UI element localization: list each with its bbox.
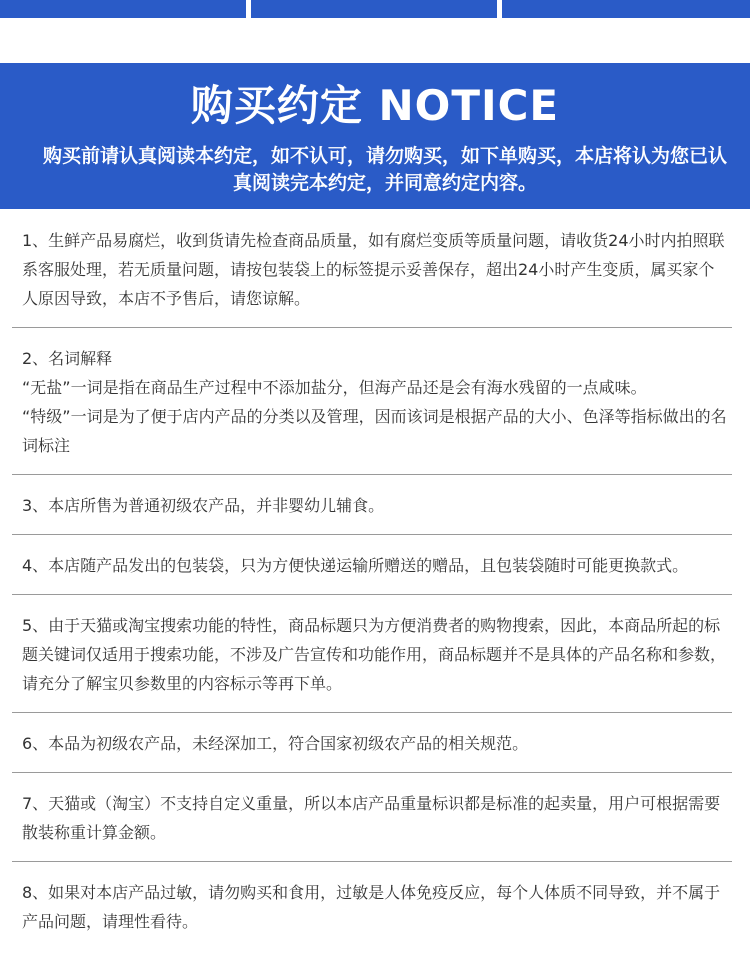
notice-item-5 bbox=[12, 595, 732, 713]
notice-text: “无盐”一词是指在商品生产过程中不添加盐分，但海产品还是会有海水残留的一点咸味。 bbox=[22, 378, 647, 397]
notice-text: 7、天猫或（淘宝）不支持自定义重量，所以本店产品重量标识都是标准的起卖量，用户可根据需要散装称重计算金额。 bbox=[22, 794, 721, 842]
notice-text: 5、由于天猫或淘宝搜索功能的特性，商品标题只为方便消费者的购物搜索，因此，本商品所起的标题关键词仅适用于搜索功能，不涉及广告宣传和功能作用，商品标题并不是具体的产品名称和参数，请充分了解宝贝参数里的内容标示等再下单。 bbox=[22, 616, 727, 693]
notice-text: “特级”一词是为了便于店内产品的分类以及管理，因而该词是根据产品的大小、色泽等指标做出的名词标注 bbox=[22, 407, 727, 455]
notice-banner bbox=[0, 63, 750, 209]
notice-item-4 bbox=[12, 535, 732, 595]
notice-item-1 bbox=[12, 210, 732, 328]
banner-title: 购买约定 NOTICE bbox=[190, 81, 560, 130]
top-tab-3[interactable] bbox=[502, 0, 750, 18]
notice-text: 6、本品为初级农产品，未经深加工，符合国家初级农产品的相关规范。 bbox=[22, 734, 529, 753]
notice-item-8 bbox=[12, 862, 732, 950]
notice-heading: 2、名词解释 bbox=[22, 349, 113, 368]
top-tab-bar bbox=[0, 0, 750, 22]
notice-text: 8、如果对本店产品过敏，请勿购买和食用，过敏是人体免疫反应，每个人体质不同导致，并不属于产品问题，请理性看待。 bbox=[22, 883, 721, 931]
notice-list bbox=[0, 210, 750, 950]
banner-subtitle: 购买前请认真阅读本约定，如不认可，请勿购买，如下单购买，本店将认为您已认真阅读完本约定，并同意约定内容。 bbox=[42, 145, 727, 194]
notice-text: 4、本店随产品发出的包装袋，只为方便快递运输所赠送的赠品，且包装袋随时可能更换款式。 bbox=[22, 556, 689, 575]
notice-item-7 bbox=[12, 773, 732, 862]
top-tab-1[interactable] bbox=[0, 0, 246, 18]
top-tab-2[interactable] bbox=[251, 0, 497, 18]
notice-item-3 bbox=[12, 475, 732, 535]
notice-text: 3、本店所售为普通初级农产品，并非婴幼儿辅食。 bbox=[22, 496, 385, 515]
notice-item-6 bbox=[12, 713, 732, 773]
notice-text: 1、生鲜产品易腐烂，收到货请先检查商品质量，如有腐烂变质等质量问题，请收货24小时内拍照联系客服处理，若无质量问题，请按包装袋上的标签提示妥善保存，超出24小时产生变质，属买家个人原因导致，本店不予售后，请您谅解。 bbox=[22, 231, 725, 308]
notice-item-2 bbox=[12, 328, 732, 475]
